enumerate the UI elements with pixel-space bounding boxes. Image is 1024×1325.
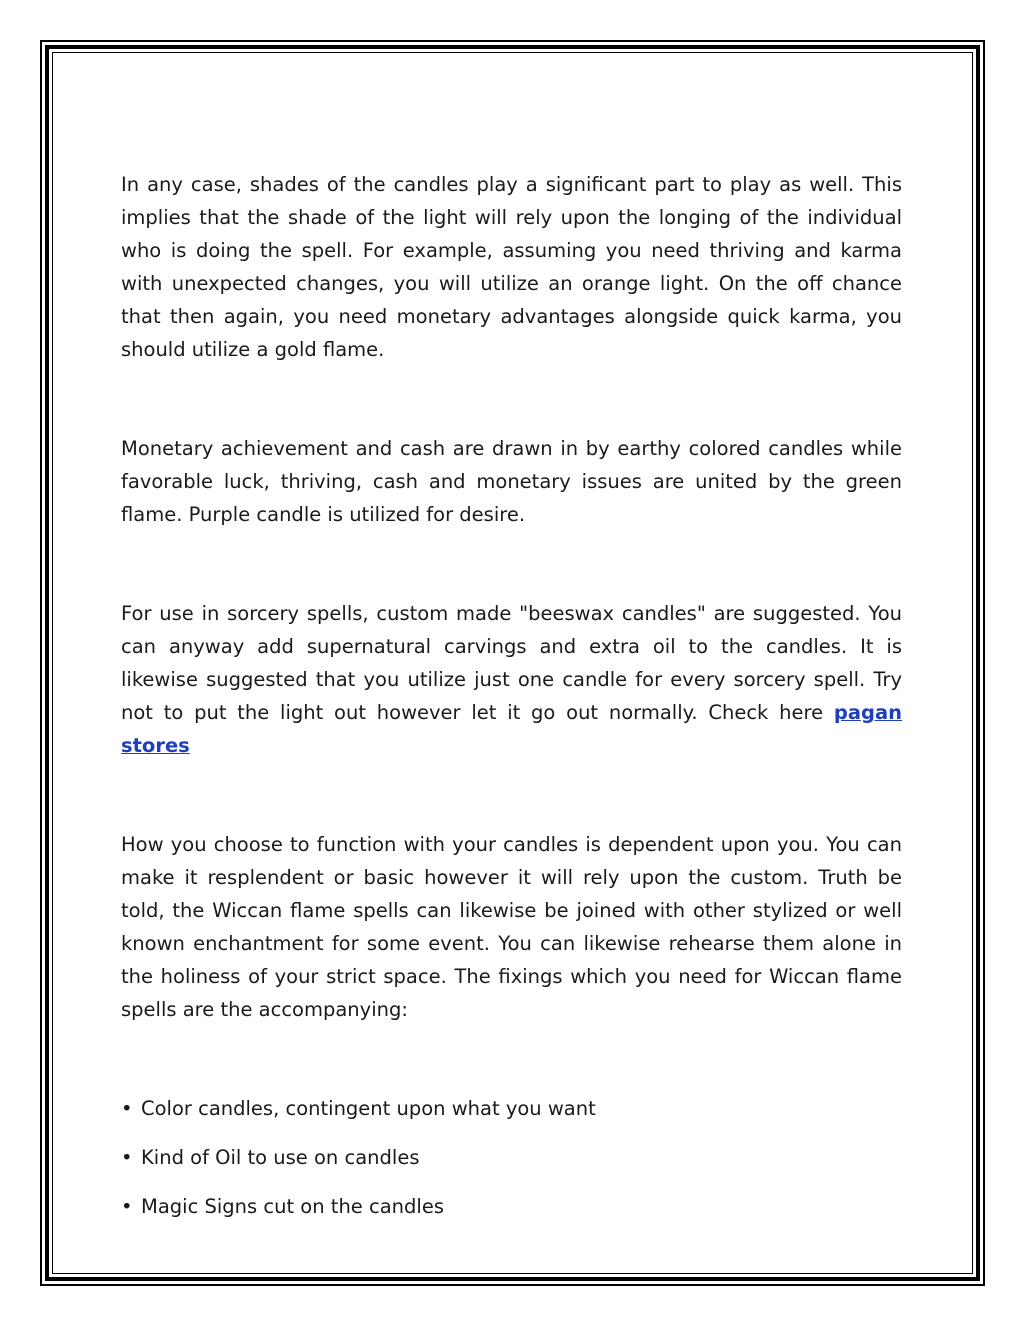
bullet-dot: •: [121, 1195, 133, 1218]
pagan-stores-link[interactable]: pagan stores: [121, 701, 902, 757]
list-item: [121, 1141, 902, 1174]
paragraph-beeswax-candles: [121, 597, 902, 762]
paragraph-monetary-achievement: Monetary achievement and cash are drawn in by earthy colored candles while favorable luck, thriving, cash and monetary issues are united by the green flame. Purple candle is utilized for desire.: [121, 437, 902, 526]
paragraph-beeswax-text: For use in sorcery spells, custom made "beeswax candles" are suggested. You can anyway add supernatural carvings and extra oil to the candles. It is likewise suggested that you utilize just one candle for every sorcery spell. Try not to put the light out however let it go out normally. Check here: [121, 602, 902, 724]
document-body: [121, 168, 902, 1239]
ingredients-list: [121, 1092, 902, 1223]
list-item: [121, 1190, 902, 1223]
list-item-text: Kind of Oil to use on candles: [141, 1146, 420, 1169]
list-item-text: Magic Signs cut on the candles: [141, 1195, 444, 1218]
list-item: [121, 1092, 902, 1125]
paragraph-how-you-choose: How you choose to function with your candles is dependent upon you. You can make it resplendent or basic however it will rely upon the custom. Truth be told, the Wiccan flame spells can likewise be joined with other stylized or well known enchantment for some event. You can likewise rehearse them alone in the holiness of your strict space. The fixings which you need for Wiccan flame spells are the accompanying:: [121, 833, 902, 1021]
paragraph-candle-shades: In any case, shades of the candles play a significant part to play as well. This implies that the shade of the light will rely upon the longing of the individual who is doing the spell. For example, assuming you need thriving and karma with unexpected changes, you will utilize an orange light. On the off chance that then again, you need monetary advantages alongside quick karma, you should utilize a gold flame.: [121, 173, 902, 361]
list-item-text: Color candles, contingent upon what you want: [141, 1097, 596, 1120]
bullet-dot: •: [121, 1146, 133, 1169]
bullet-dot: •: [121, 1097, 133, 1120]
